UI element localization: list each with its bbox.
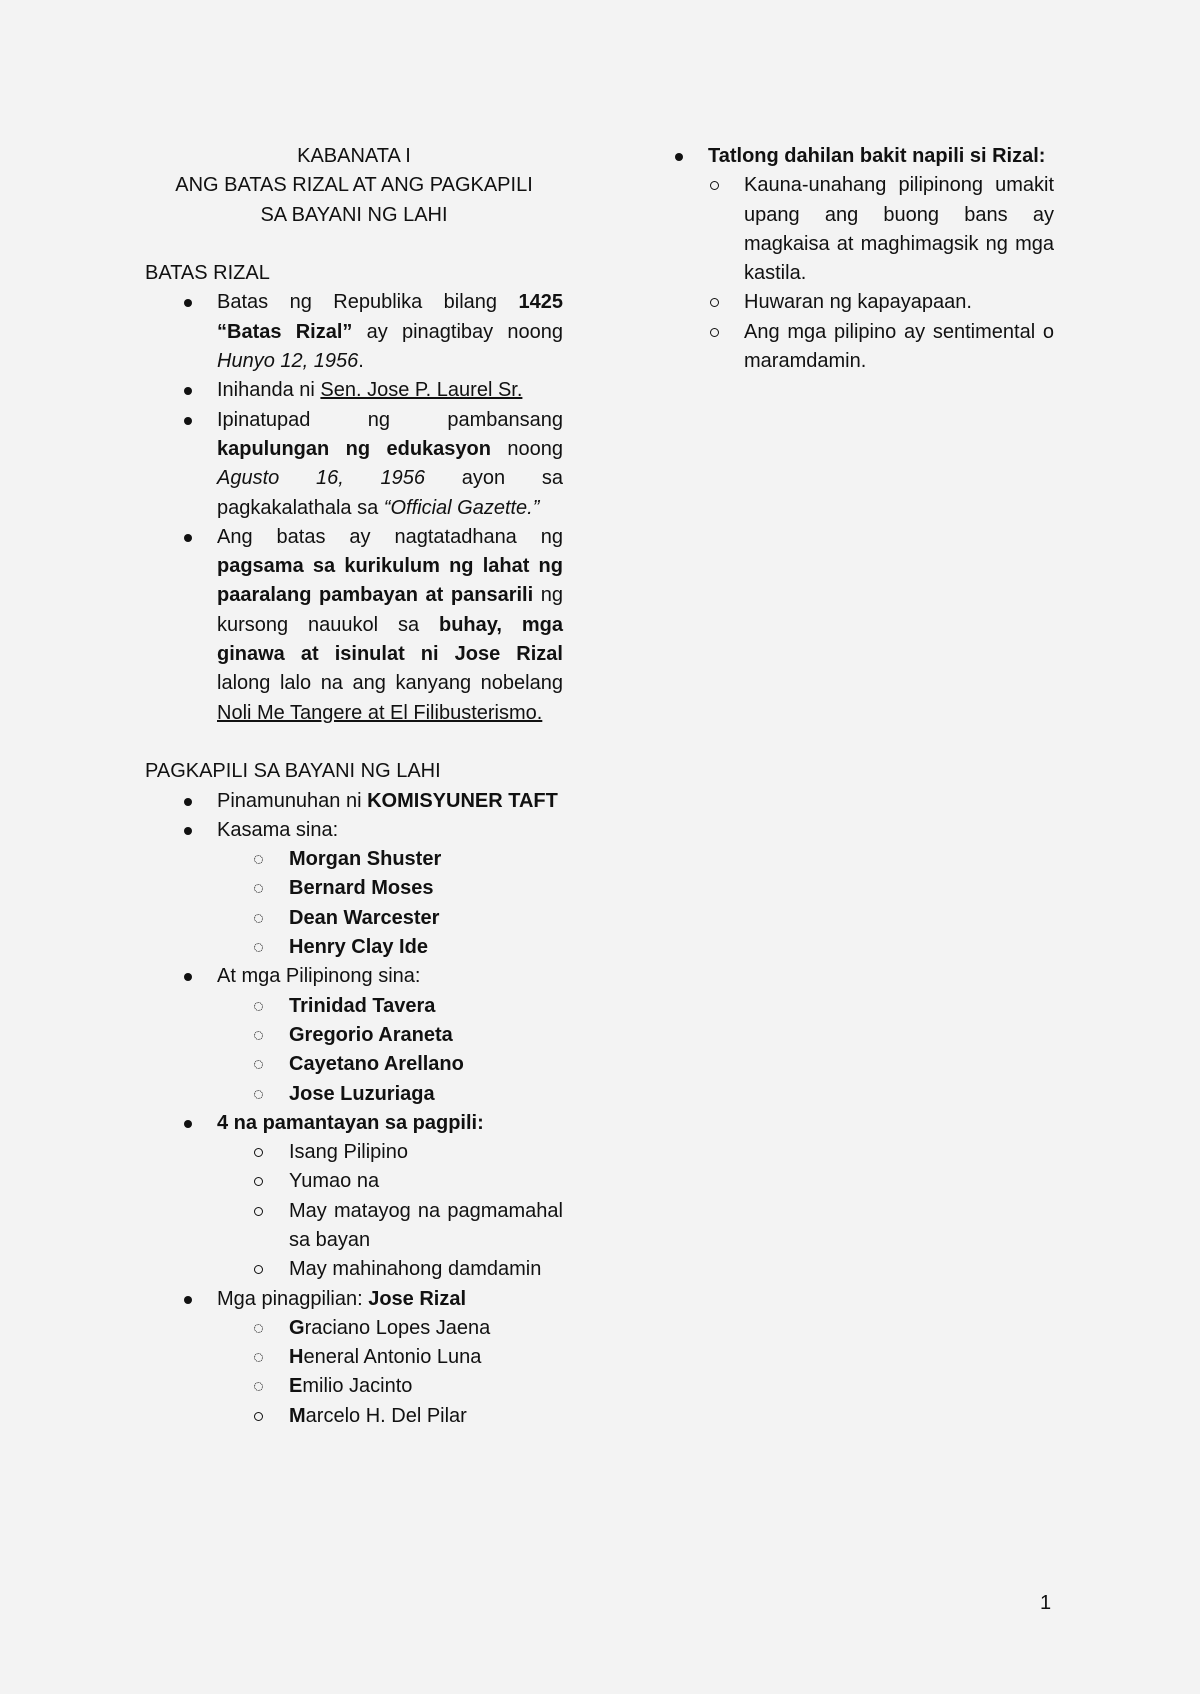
sublist-wrap xyxy=(145,1138,563,1284)
novel-titles: Noli Me Tangere at El Filibusterismo. xyxy=(217,701,543,724)
sublist-item xyxy=(289,1021,563,1050)
sublist-item xyxy=(289,1197,563,1256)
sublist-item xyxy=(289,1167,563,1196)
pilipino-sublist xyxy=(289,992,563,1109)
text: Ang mga pilipino ay sentimental o maramdamin. xyxy=(744,320,1054,373)
text: Ang batas ay nagtatadhana ng xyxy=(217,525,563,548)
date: Hunyo 12, 1956 xyxy=(217,350,359,373)
sublist-item xyxy=(289,1343,563,1372)
initial: M xyxy=(289,1404,306,1427)
bold-text: pagsama sa kurikulum ng lahat ng paaralang pambayan at pansarili xyxy=(217,555,563,607)
sublist-item xyxy=(289,1050,563,1079)
text: milio Jacinto xyxy=(302,1375,413,1398)
date: Agusto 16, 1956 xyxy=(217,467,426,490)
chapter-label: KABANATA I xyxy=(297,145,411,167)
name: Gregorio Araneta xyxy=(289,1023,453,1046)
publication-name: “Official Gazette.” xyxy=(383,496,540,519)
name: Henry Clay Ide xyxy=(289,936,428,959)
sublist-wrap xyxy=(145,992,563,1109)
list-item xyxy=(145,962,563,991)
law-number: 1425 “Batas Rizal” xyxy=(217,291,563,343)
text: . xyxy=(358,350,364,373)
bold-text: Tatlong dahilan bakit napili si Rizal: xyxy=(708,145,1046,167)
text: Kasama sina: xyxy=(217,818,339,841)
right-column xyxy=(672,142,1054,376)
sublist-item xyxy=(289,1080,563,1109)
text: May matayog na pagmamahal sa bayan xyxy=(289,1199,563,1251)
bold-text: buhay, mga ginawa at isinulat ni Jose Rizal xyxy=(217,613,563,666)
list-item xyxy=(145,523,563,728)
sublist-item xyxy=(289,1138,563,1167)
sublist-item xyxy=(289,1372,563,1401)
list-item xyxy=(145,816,563,845)
bold-text: KOMISYUNER TAFT xyxy=(367,789,558,812)
name: Cayetano Arellano xyxy=(289,1053,464,1076)
name: Dean Warcester xyxy=(289,906,440,929)
text: arcelo H. Del Pilar xyxy=(305,1404,467,1427)
list-item xyxy=(672,142,1054,171)
text: Kauna-unahang pilipinong umakit upang ang buong bans ay magkaisa at maghimagsik ng mga kastila. xyxy=(744,174,1054,285)
text: Yumao na xyxy=(289,1170,380,1193)
text: noong xyxy=(490,437,563,460)
name: Trinidad Tavera xyxy=(289,994,436,1017)
bold-text: 4 na pamantayan sa pagpili: xyxy=(217,1111,484,1134)
sublist-item xyxy=(289,845,563,874)
list-item xyxy=(145,406,563,523)
name: Morgan Shuster xyxy=(289,848,442,871)
sublist-item xyxy=(289,904,563,933)
pagkapili-list xyxy=(145,787,563,846)
dahilan-list xyxy=(672,142,1054,171)
list-item xyxy=(145,376,563,405)
text: Batas ng Republika bilang xyxy=(217,291,519,314)
text: Isang Pilipino xyxy=(289,1141,408,1164)
sublist-item xyxy=(289,1402,563,1431)
pinagpilian-sublist-last xyxy=(289,1402,563,1431)
sublist-item xyxy=(289,874,563,903)
initial: H xyxy=(289,1346,304,1369)
pagkapili-list-cont xyxy=(145,962,563,991)
batas-rizal-list xyxy=(145,288,563,727)
sublist-item xyxy=(708,171,1054,288)
chapter-title-block xyxy=(145,142,563,230)
text: Ipinatupad ng pambansang xyxy=(217,408,563,431)
sublist-item xyxy=(289,992,563,1021)
pagkapili-list-cont xyxy=(145,1109,563,1138)
bold-text: kapulungan ng edukasyon xyxy=(217,437,491,460)
section-heading-batas-rizal: BATAS RIZAL xyxy=(145,262,270,285)
list-item xyxy=(145,787,563,816)
kasama-sublist xyxy=(289,845,563,962)
left-column xyxy=(145,142,563,1431)
sublist-item xyxy=(289,1255,563,1284)
text: May mahinahong damdamin xyxy=(289,1258,542,1281)
sublist-wrap xyxy=(145,1314,563,1431)
text: ayon sa pagkakalathala sa xyxy=(217,467,563,519)
text: Huwaran ng kapayapaan. xyxy=(744,291,972,314)
section-heading-pagkapili: PAGKAPILI SA BAYANI NG LAHI xyxy=(145,760,441,783)
sublist-wrap xyxy=(145,845,563,962)
author-name: Sen. Jose P. Laurel Sr. xyxy=(320,379,523,402)
sublist-item xyxy=(289,1314,563,1343)
sublist-item xyxy=(708,318,1054,377)
initial: G xyxy=(289,1316,305,1339)
pagkapili-list-cont xyxy=(145,1285,563,1314)
text: raciano Lopes Jaena xyxy=(304,1316,491,1339)
spacer xyxy=(145,728,563,757)
text: ng kursong nauukol sa xyxy=(217,584,563,636)
chapter-title-line-2: SA BAYANI NG LAHI xyxy=(260,203,448,226)
name: Jose Luzuriaga xyxy=(289,1082,435,1105)
pinagpilian-sublist xyxy=(289,1314,563,1402)
page-number: 1 xyxy=(1040,1592,1052,1614)
chapter-title-line-1: ANG BATAS RIZAL AT ANG PAGKAPILI xyxy=(175,174,533,197)
sublist-item xyxy=(708,288,1054,317)
sublist-item xyxy=(289,933,563,962)
text: At mga Pilipinong sina: xyxy=(217,965,421,988)
list-item xyxy=(145,288,563,376)
text: Pinamunuhan ni xyxy=(217,789,368,812)
text: Inihanda ni xyxy=(217,379,321,402)
pamantayan-sublist xyxy=(289,1138,563,1284)
list-item xyxy=(145,1109,563,1138)
bold-text: Jose Rizal xyxy=(368,1287,467,1310)
name: Bernard Moses xyxy=(289,877,434,900)
text: eneral Antonio Luna xyxy=(303,1346,482,1369)
initial: E xyxy=(289,1375,303,1398)
list-item xyxy=(145,1285,563,1314)
text: Mga pinagpilian: xyxy=(217,1287,369,1310)
text: lalong lalo na ang kanyang nobelang xyxy=(217,672,563,695)
dahilan-sublist xyxy=(708,171,1054,376)
text: ay pinagtibay noong xyxy=(352,320,563,343)
